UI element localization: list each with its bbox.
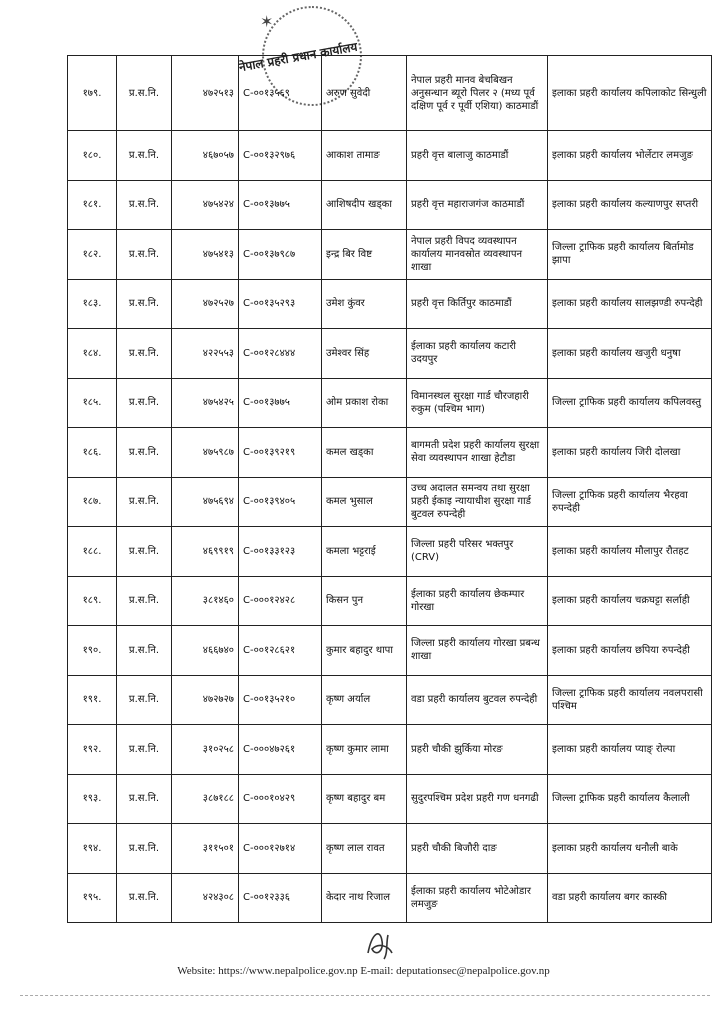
page-footer [0, 965, 727, 977]
rank-cell: प्र.स.नि. [117, 180, 172, 230]
serial-cell: १८६. [68, 428, 117, 478]
new-office-cell: इलाका प्रहरी कार्यालय खजुरी धनुषा [548, 329, 712, 379]
number-cell: ४७५४१३ [172, 230, 239, 280]
number-cell: ४२४३०८ [172, 873, 239, 923]
serial-cell: १८०. [68, 131, 117, 181]
code-cell: C-००१३५६९ [239, 56, 322, 131]
rank-cell: प्र.स.नि. [117, 477, 172, 527]
rank-cell: प्र.स.नि. [117, 329, 172, 379]
number-cell: ३११५०१ [172, 824, 239, 874]
table-row [68, 230, 712, 280]
table-row [68, 576, 712, 626]
name-cell: आशिषदीप खड्का [322, 180, 407, 230]
code-cell: C-०००१०४२९ [239, 774, 322, 824]
number-cell: ४६९९१९ [172, 527, 239, 577]
new-office-cell: जिल्ला ट्राफिक प्रहरी कार्यालय कैलाली [548, 774, 712, 824]
email-text: E-mail: deputationsec@nepalpolice.gov.np [360, 965, 550, 977]
current-office-cell: प्रहरी वृत्त बालाजु काठमाडौं [407, 131, 548, 181]
new-office-cell: इलाका प्रहरी कार्यालय कल्याणपुर सप्तरी [548, 180, 712, 230]
table-row [68, 824, 712, 874]
website-text: Website: https://www.nepalpolice.gov.np [177, 965, 358, 977]
rank-cell: प्र.स.नि. [117, 824, 172, 874]
new-office-cell: इलाका प्रहरी कार्यालय चक्रघट्टा सर्लाही [548, 576, 712, 626]
new-office-cell: इलाका प्रहरी कार्यालय जिरी दोलखा [548, 428, 712, 478]
rank-cell: प्र.स.नि. [117, 576, 172, 626]
current-office-cell: उच्च अदालत समन्वय तथा सुरक्षा प्रहरी ईकाइ न्यायाधीश सुरक्षा गार्ड बुटवल रुपन्देही [407, 477, 548, 527]
new-office-cell: इलाका प्रहरी कार्यालय प्याङ् रोल्पा [548, 725, 712, 775]
table-row [68, 626, 712, 676]
current-office-cell: सुदुरपश्चिम प्रदेश प्रहरी गण धनगढी [407, 774, 548, 824]
current-office-cell: नेपाल प्रहरी विपद व्यवस्थापन कार्यालय मानवस्रोत व्यवस्थापन शाखा [407, 230, 548, 280]
rank-cell: प्र.स.नि. [117, 725, 172, 775]
code-cell: C-००१३७७५ [239, 378, 322, 428]
number-cell: ३८७१८८ [172, 774, 239, 824]
current-office-cell: ईलाका प्रहरी कार्यालय भोटेओडार लमजुङ [407, 873, 548, 923]
code-cell: C-०००४७२६१ [239, 725, 322, 775]
code-cell: C-०००१२४२८ [239, 576, 322, 626]
name-cell: आकाश तामाङ [322, 131, 407, 181]
name-cell: कृष्ण लाल रावत [322, 824, 407, 874]
serial-cell: १९३. [68, 774, 117, 824]
rank-cell: प्र.स.नि. [117, 626, 172, 676]
table-row [68, 675, 712, 725]
code-cell: C-००१३२९७६ [239, 131, 322, 181]
current-office-cell: ईलाका प्रहरी कार्यालय छेकम्पार गोरखा [407, 576, 548, 626]
code-cell: C-००१२३३६ [239, 873, 322, 923]
name-cell: किसन पुन [322, 576, 407, 626]
code-cell: C-०००१२७१४ [239, 824, 322, 874]
new-office-cell: इलाका प्रहरी कार्यालय छपिया रुपन्देही [548, 626, 712, 676]
serial-cell: १७९. [68, 56, 117, 131]
number-cell: ४७५४२५ [172, 378, 239, 428]
serial-cell: १९१. [68, 675, 117, 725]
name-cell: कमल भुसाल [322, 477, 407, 527]
footer-divider [20, 995, 710, 996]
name-cell: कमल खड्का [322, 428, 407, 478]
new-office-cell: इलाका प्रहरी कार्यालय भोर्लेटार लमजुङ [548, 131, 712, 181]
code-cell: C-००१३७७५ [239, 180, 322, 230]
name-cell: ओम प्रकाश रोका [322, 378, 407, 428]
current-office-cell: जिल्ला प्रहरी परिसर भक्तपुर (CRV) [407, 527, 548, 577]
code-cell: C-००१३७९८७ [239, 230, 322, 280]
rank-cell: प्र.स.नि. [117, 56, 172, 131]
table-row [68, 477, 712, 527]
serial-cell: १८९. [68, 576, 117, 626]
new-office-cell: जिल्ला ट्राफिक प्रहरी कार्यालय बिर्तामोड झापा [548, 230, 712, 280]
table-row [68, 131, 712, 181]
serial-cell: १८३. [68, 279, 117, 329]
name-cell: उमेश कुंवर [322, 279, 407, 329]
rank-cell: प्र.स.नि. [117, 378, 172, 428]
table-row [68, 774, 712, 824]
code-cell: C-००१३५२९३ [239, 279, 322, 329]
current-office-cell: ईलाका प्रहरी कार्यालय कटारी उदयपुर [407, 329, 548, 379]
serial-cell: १९४. [68, 824, 117, 874]
code-cell: C-००१२८६२१ [239, 626, 322, 676]
new-office-cell: इलाका प्रहरी कार्यालय धनौली बाके [548, 824, 712, 874]
number-cell: ३१०२५८ [172, 725, 239, 775]
number-cell: ४६६७४० [172, 626, 239, 676]
new-office-cell: इलाका प्रहरी कार्यालय सालझण्डी रुपन्देही [548, 279, 712, 329]
number-cell: ४७५९८७ [172, 428, 239, 478]
number-cell: ४६७०५७ [172, 131, 239, 181]
number-cell: ३८१४६० [172, 576, 239, 626]
table-row [68, 180, 712, 230]
code-cell: C-००१३९२१९ [239, 428, 322, 478]
code-cell: C-००१३५२१० [239, 675, 322, 725]
rank-cell: प्र.स.नि. [117, 675, 172, 725]
current-office-cell: प्रहरी चौकी बिजौरी दाङ [407, 824, 548, 874]
number-cell: ४७२५१३ [172, 56, 239, 131]
table-row [68, 725, 712, 775]
current-office-cell: विमानस्थल सुरक्षा गार्ड चौरजहारी रुकुम (पश्चिम भाग) [407, 378, 548, 428]
number-cell: ४२२५५३ [172, 329, 239, 379]
new-office-cell: इलाका प्रहरी कार्यालय कपिलाकोट सिन्धुली [548, 56, 712, 131]
table-row [68, 527, 712, 577]
number-cell: ४७५४२४ [172, 180, 239, 230]
current-office-cell: जिल्ला प्रहरी कार्यालय गोरखा प्रबन्ध शाखा [407, 626, 548, 676]
name-cell: केदार नाथ रिजाल [322, 873, 407, 923]
transfer-table [67, 55, 712, 923]
rank-cell: प्र.स.नि. [117, 873, 172, 923]
table-row [68, 56, 712, 131]
new-office-cell: वडा प्रहरी कार्यालय बगर कास्की [548, 873, 712, 923]
table-row [68, 873, 712, 923]
code-cell: C-००१३९४०५ [239, 477, 322, 527]
serial-cell: १८४. [68, 329, 117, 379]
serial-cell: १८७. [68, 477, 117, 527]
current-office-cell: प्रहरी चौकी झुर्किया मोरङ [407, 725, 548, 775]
number-cell: ४७२७२७ [172, 675, 239, 725]
name-cell: इन्द्र बिर विष्ट [322, 230, 407, 280]
serial-cell: १९२. [68, 725, 117, 775]
serial-cell: १८१. [68, 180, 117, 230]
current-office-cell: नेपाल प्रहरी मानव बेचबिखन अनुसन्धान ब्यूरो पिलर २ (मध्य पूर्व दक्षिण पूर्व र पूर्वी एशिया) काठमाडौं [407, 56, 548, 131]
current-office-cell: प्रहरी वृत्त किर्तिपुर काठमाडौं [407, 279, 548, 329]
code-cell: C-००१२८४४४ [239, 329, 322, 379]
current-office-cell: प्रहरी वृत्त महाराजगंज काठमाडौं [407, 180, 548, 230]
serial-cell: १८५. [68, 378, 117, 428]
table-row [68, 329, 712, 379]
new-office-cell: जिल्ला ट्राफिक प्रहरी कार्यालय भैरहवा रुपन्देही [548, 477, 712, 527]
new-office-cell: इलाका प्रहरी कार्यालय मौलापुर रौतहट [548, 527, 712, 577]
rank-cell: प्र.स.नि. [117, 131, 172, 181]
current-office-cell: वडा प्रहरी कार्यालय बुटवल रुपन्देही [407, 675, 548, 725]
current-office-cell: बागमती प्रदेश प्रहरी कार्यालय सुरक्षा सेवा व्यवस्थापन शाखा हेटौडा [407, 428, 548, 478]
number-cell: ४७२५२७ [172, 279, 239, 329]
rank-cell: प्र.स.नि. [117, 774, 172, 824]
table-row [68, 428, 712, 478]
name-cell: कृष्ण अर्याल [322, 675, 407, 725]
table-row [68, 279, 712, 329]
number-cell: ४७५६९४ [172, 477, 239, 527]
name-cell: कृष्ण कुमार लामा [322, 725, 407, 775]
signature [358, 923, 408, 963]
rank-cell: प्र.स.नि. [117, 230, 172, 280]
name-cell: अरुण सुवेदी [322, 56, 407, 131]
emblem-icon: ✶ [260, 12, 274, 31]
serial-cell: १८२. [68, 230, 117, 280]
rank-cell: प्र.स.नि. [117, 428, 172, 478]
name-cell: कमला भट्टराई [322, 527, 407, 577]
stamp-office-text: नेपाल प्रहरी प्रधान कार्यालय [238, 39, 359, 75]
rank-cell: प्र.स.नि. [117, 279, 172, 329]
serial-cell: १८८. [68, 527, 117, 577]
rank-cell: प्र.स.नि. [117, 527, 172, 577]
serial-cell: १९०. [68, 626, 117, 676]
serial-cell: १९५. [68, 873, 117, 923]
new-office-cell: जिल्ला ट्राफिक प्रहरी कार्यालय कपिलवस्तु [548, 378, 712, 428]
name-cell: उमेश्वर सिंह [322, 329, 407, 379]
code-cell: C-००१३३१२३ [239, 527, 322, 577]
new-office-cell: जिल्ला ट्राफिक प्रहरी कार्यालय नवलपरासी पश्चिम [548, 675, 712, 725]
table-row [68, 378, 712, 428]
name-cell: कुमार बहादुर थापा [322, 626, 407, 676]
name-cell: कृष्ण बहादुर बम [322, 774, 407, 824]
